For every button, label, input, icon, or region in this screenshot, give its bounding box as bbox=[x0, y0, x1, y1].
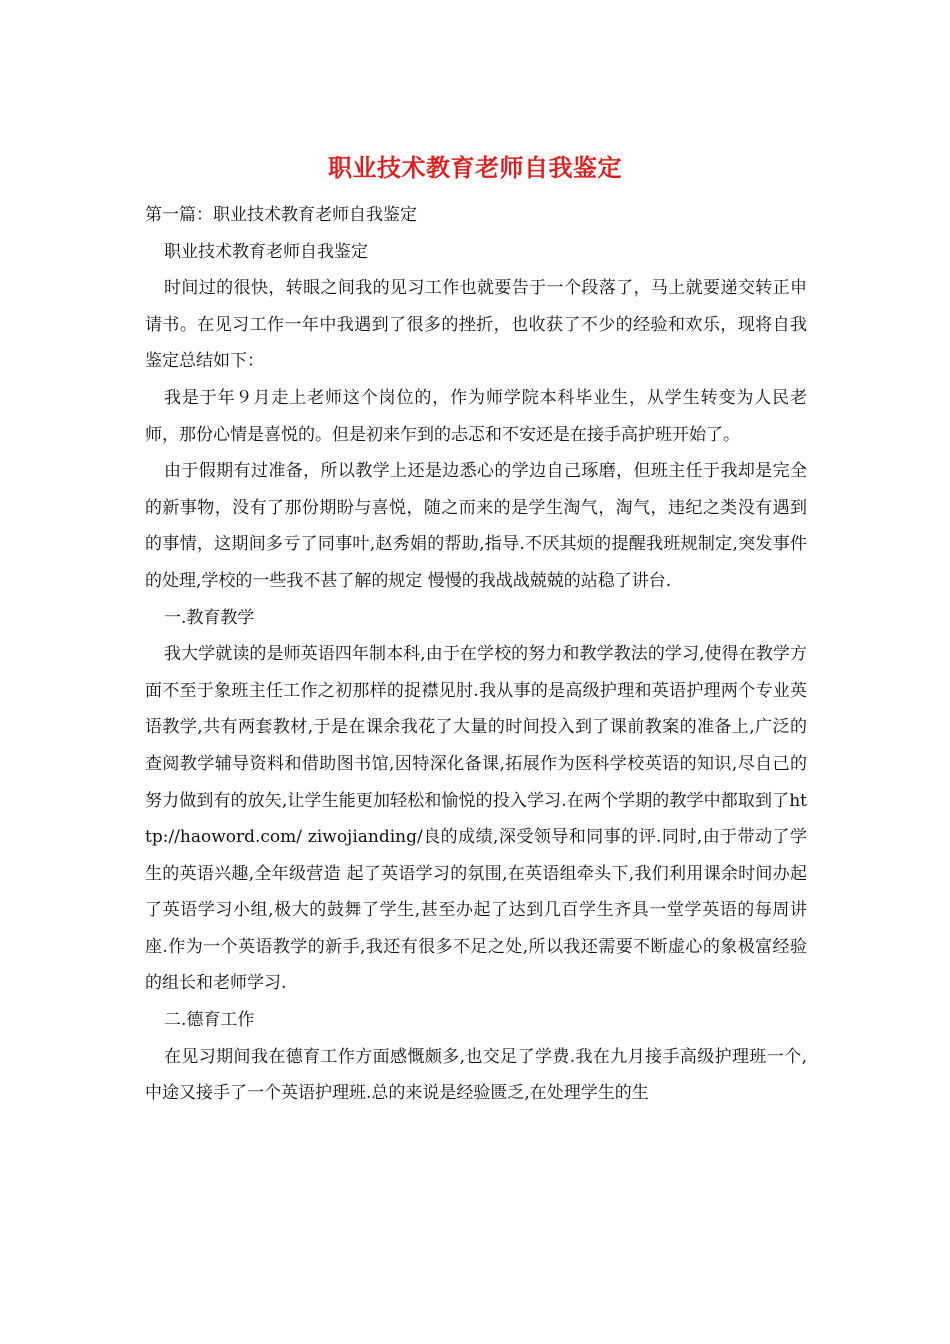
section-heading: 一.教育教学 bbox=[164, 607, 255, 628]
document-title: 职业技术教育老师自我鉴定 bbox=[328, 153, 622, 182]
paragraph: 职业技术教育老师自我鉴定 bbox=[164, 241, 368, 262]
paragraph: 我大学就读的是师英语四年制本科,由于在学校的努力和教学教法的学习,使得在教学方面不至于象班主任工作之初那样的捉襟见肘.我从事的是高级护理和英语护理两个专业英语教学,共有两套教材,于是在课余我花了大量的时间投入到了课前教案的准备上,广泛的查阅教学辅导资料和借助图书馆,因特深化备课,拓展作为医科学校英语的知识,尽自己的努力做到有的放矢,让学生能更加轻松和愉悦的投入学习.在两个学期的教学中都取到了http://haoword.com/ ziwojianding/良的成绩,深受领导和同事的评.同时,由于带动了学生的英语兴趣,全年级营造 起了英语学习的氛围,在英语组牵头下,我们利用课余时间办起了英语学习小组,极大的鼓舞了学生,甚至办起了达到几百学生齐具一堂学英语的每周讲座.作为一个英语教学的新手,我还有很多不足之处,所以我还需要不断虚心的象极富经验的组长和老师学习. bbox=[145, 644, 807, 994]
document-body bbox=[145, 197, 807, 1112]
paragraph: 第一篇：职业技术教育老师自我鉴定 bbox=[145, 205, 417, 225]
paragraph: 时间过的很快，转眼之间我的见习工作也就要告于一个段落了，马上就要递交转正申请书。在见习工作一年中我遇到了很多的挫折，也收获了不少的经验和欢乐，现将自我鉴定总结如下： bbox=[145, 278, 807, 372]
paragraph: 由于假期有过准备，所以教学上还是边悉心的学边自己琢磨，但班主任于我却是完全的新事物，没有了那份期盼与喜悦，随之而来的是学生淘气，淘气，违纪之类没有遇到的事情，这期间多亏了同事叶,赵秀娟的帮助,指导.不厌其烦的提醒我班规制定,突发事件的处理,学校的一些我不甚了解的规定 慢慢的我战战兢兢的站稳了讲台. bbox=[145, 461, 807, 591]
paragraph: 在见习期间我在德育工作方面感慨颇多,也交足了学费.我在九月接手高级护理班一个,中途又接手了一个英语护理班.总的来说是经验匮乏,在处理学生的生 bbox=[145, 1046, 807, 1104]
paragraph: 我是于年９月走上老师这个岗位的，作为师学院本科毕业生，从学生转变为人民老师，那份心情是喜悦的。但是初来乍到的忐忑和不安还是在接手高护班开始了。 bbox=[145, 387, 807, 445]
section-heading: 二.德育工作 bbox=[164, 1010, 255, 1031]
